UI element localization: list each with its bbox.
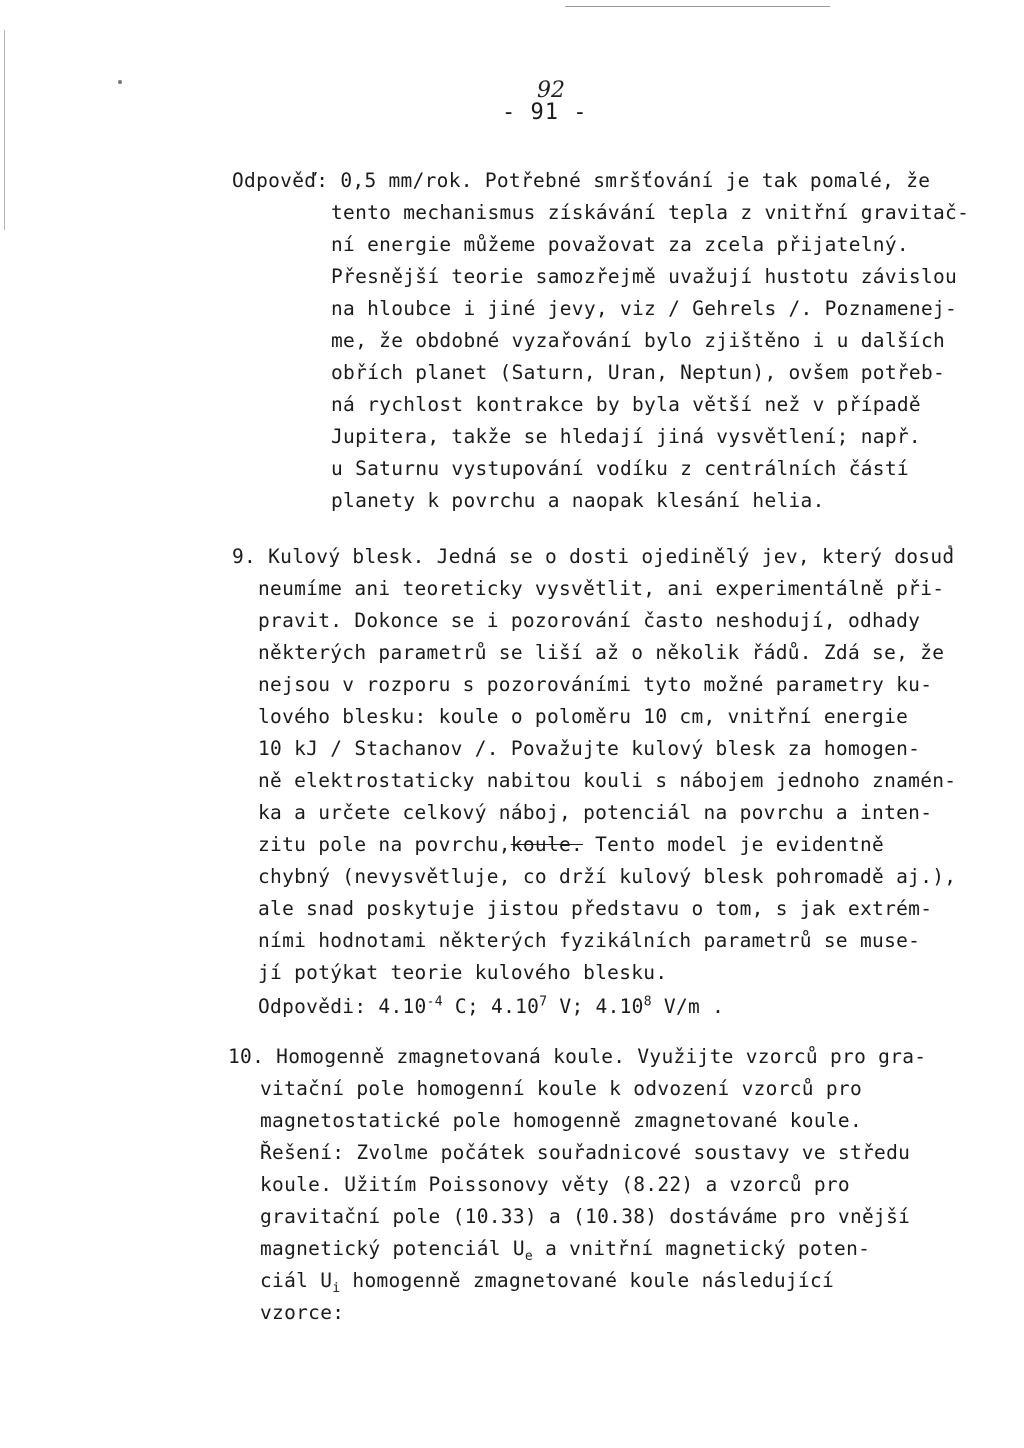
charge-unit: C; xyxy=(454,995,479,1018)
text-line: magnetostatické pole homogenně zmagnetované koule. xyxy=(260,1109,862,1132)
text-line: jí potýkat teorie kulového blesku. xyxy=(258,961,668,984)
field-exponent: 8 xyxy=(643,994,652,1010)
charge-base: 4.10 xyxy=(378,995,427,1018)
charge-exponent: -4 xyxy=(426,994,443,1010)
struck-word: koule. xyxy=(510,833,584,856)
text-line: Přesnější teorie samozřejmě uvažují hustotu závislou xyxy=(331,265,958,288)
text-line: pravit. Dokonce se i pozorování často neshodují, odhady xyxy=(258,609,921,632)
text-line: Jupitera, takže se hledají jiná vysvětlení; např. xyxy=(331,425,921,448)
problem-10-heading-line: 10. Homogenně zmagnetovaná koule. Využijte vzorců pro gra- xyxy=(228,1045,927,1068)
field-base: 4.10 xyxy=(595,995,644,1018)
text-segment: a vnitřní magnetický poten- xyxy=(533,1237,871,1260)
text-line: obřích planet (Saturn, Uran, Neptun), ovšem potřeb- xyxy=(331,361,946,384)
scan-edge xyxy=(4,30,5,230)
text-segment: zitu pole na povrchu, xyxy=(258,833,511,856)
page-number: - 91 - xyxy=(502,100,588,125)
text-line: ná rychlost kontrakce by byla větší než v případě xyxy=(331,393,921,416)
text-line: ními hodnotami některých fyzikálních parametrů se muse- xyxy=(258,929,921,952)
text-line: Odpověď: 0,5 mm/rok. Potřebné smršťování je tak pomalé, že xyxy=(232,169,931,192)
text-line: vitační pole homogenní koule k odvození vzorců pro xyxy=(260,1077,862,1100)
scan-speck xyxy=(118,80,122,84)
subscript-i: i xyxy=(332,1280,341,1296)
text-segment: magnetický potenciál U xyxy=(260,1237,525,1260)
text-line: 10 kJ / Stachanov /. Považujte kulový blesk za homogen- xyxy=(258,737,921,760)
text-line: některých parametrů se liší až o několik řádů. Zdá se, že xyxy=(258,641,945,664)
text-line: planety k povrchu a naopak klesání helia. xyxy=(331,489,825,512)
potential-base: 4.10 xyxy=(491,995,540,1018)
text-line: tento mechanismus získávání tepla z vnitřní gravitač- xyxy=(331,201,970,224)
field-unit: V/m . xyxy=(663,995,725,1018)
text-line xyxy=(258,834,884,856)
text-line: chybný (nevysvětluje, co drží kulový blesk pohromadě aj.), xyxy=(258,865,957,888)
text-line: ní energie můžeme považovat za zcela přijatelný. xyxy=(331,233,909,256)
text-line: ka a určete celkový náboj, potenciál na povrchu a inten- xyxy=(258,801,933,824)
text-line: vzorce: xyxy=(260,1301,345,1324)
top-rule xyxy=(565,6,830,7)
text-line: lového blesku: koule o poloměru 10 cm, vnitřní energie xyxy=(258,705,909,728)
potential-unit: V; xyxy=(559,995,584,1018)
text-line xyxy=(260,1237,871,1264)
potential-exponent: 7 xyxy=(539,994,548,1010)
field-value xyxy=(596,995,652,1018)
text-line: me, že obdobné vyzařování bylo zjištěno i u dalších xyxy=(331,329,946,352)
text-line: na hloubce i jiné jevy, viz / Gehrels /. Poznamenej- xyxy=(331,297,958,320)
text-line: u Saturnu vystupování vodíku z centrálních částí xyxy=(331,457,909,480)
text-line: ale snad poskytuje jistou představu o tom, s jak extrém- xyxy=(258,897,933,920)
text-line: neumíme ani teoreticky vysvětlit, ani experimentálně při- xyxy=(258,577,945,600)
text-segment: ciál U xyxy=(260,1269,333,1292)
text-line: koule. Užitím Poissonovy věty (8.22) a vzorců pro xyxy=(260,1173,850,1196)
text-line: ně elektrostaticky nabitou kouli s nábojem jednoho znamén- xyxy=(258,769,957,792)
problem-9-heading-line: 9. Kulový blesk. Jedná se o dosti ojedinělý jev, který dosud xyxy=(232,545,955,568)
answer-label: Odpovědi: xyxy=(258,995,367,1018)
text-line: gravitační pole (10.33) a (10.38) dostáváme pro vnější xyxy=(260,1205,911,1228)
handwritten-page-number: 92 xyxy=(537,78,565,103)
text-segment: Tento model je evidentně xyxy=(583,833,885,856)
charge-value xyxy=(378,995,442,1018)
text-segment: homogenně zmagnetované koule následující xyxy=(340,1269,835,1292)
potential-value xyxy=(491,995,547,1018)
text-line: nejsou v rozporu s pozorováními tyto možné parametry ku- xyxy=(258,673,933,696)
text-line xyxy=(260,1269,835,1296)
subscript-e: e xyxy=(524,1248,534,1264)
answer-line xyxy=(258,996,724,1018)
text-line: Řešení: Zvolme počátek souřadnicové soustavy ve středu xyxy=(260,1141,911,1164)
